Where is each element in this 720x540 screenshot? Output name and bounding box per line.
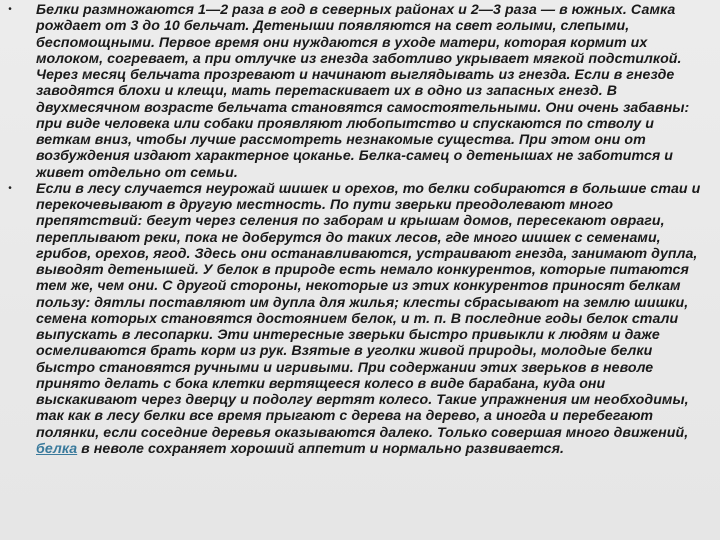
bullet-item-reproduction: [0, 2, 720, 181]
paragraph-reproduction: Белки размножаются 1—2 раза в год в северных районах и 2—3 раза — в южных. Самка рождает от 3 до 10 бельчат. Детеныши появляются на свет голыми, слепыми, беспомощными. Первое время они нуждаются в уходе матери, которая кормит их молоком, согревает, а при отлучке из гнезда заботливо укрывает мягкой подстилкой. Через месяц бельчата прозревают и начинают выглядывать из гнезда. Если в гнезде заводятся блохи и клещи, мать перетаскивает их в одно из запасных гнезд. В двухмесячном возрасте бельчата становятся самостоятельными. Они очень забавны: при виде человека или собаки проявляют любопытство и спускаются по стволу и веткам вниз, чтобы лучше рассмотреть незнакомые существа. При этом они от возбуждения издают характерное цоканье. Белка-самец о детенышах не заботится и живет отдельно от семьи.: [36, 2, 690, 181]
paragraph-migration: [36, 181, 706, 457]
bullet-list: [0, 2, 720, 457]
paragraph-migration-text: Если в лесу случается неурожай шишек и орехов, то белки собираются в большие стаи и перекочевывают в другую местность. По пути зверьки преодолевают много препятствий: бегут через селения по заборам и крышам домов, пересекают овраги, переплывают реки, пока не доберутся до таких лесов, где много шишек с семенами, грибов, орехов, ягод. Здесь они останавливаются, устраивают гнезда, занимают дупла, выводят детенышей. У белок в природе есть немало конкурентов, которые питаются тем же, чем они. С другой стороны, некоторые из этих конкурентов приносят белкам пользу: дятлы поставляют им дупла для жилья; клесты сбрасывают на землю шишки, семена которых становятся достоянием белок, и т. п. В последние годы белок стали выпускать в лесопарки. Эти интересные зверьки быстро привыкли к людям и даже осмеливаются брать корм из рук. Взятые в уголки живой природы, молодые белки быстро становятся ручными и игривыми. При содержании этих зверьков в неволе принято делать с бока клетки вертящееся колесо в виде барабана, куда они выскакивают через дверцу и подолгу вертят колесо. Такие упражнения им необходимы, так как в лесу белки все время прыгают с дерева на дерево, а иногда и перебегают полянки, если соседние деревья оказываются далеко. Только совершая много движений,: [36, 180, 701, 441]
bullet-marker: •: [8, 4, 12, 15]
belka-link[interactable]: белка: [36, 440, 78, 457]
paragraph-migration-text-end: в неволе сохраняет хороший аппетит и нормально развивается.: [77, 440, 564, 457]
bullet-item-migration: [0, 181, 720, 457]
bullet-marker: •: [8, 182, 12, 194]
